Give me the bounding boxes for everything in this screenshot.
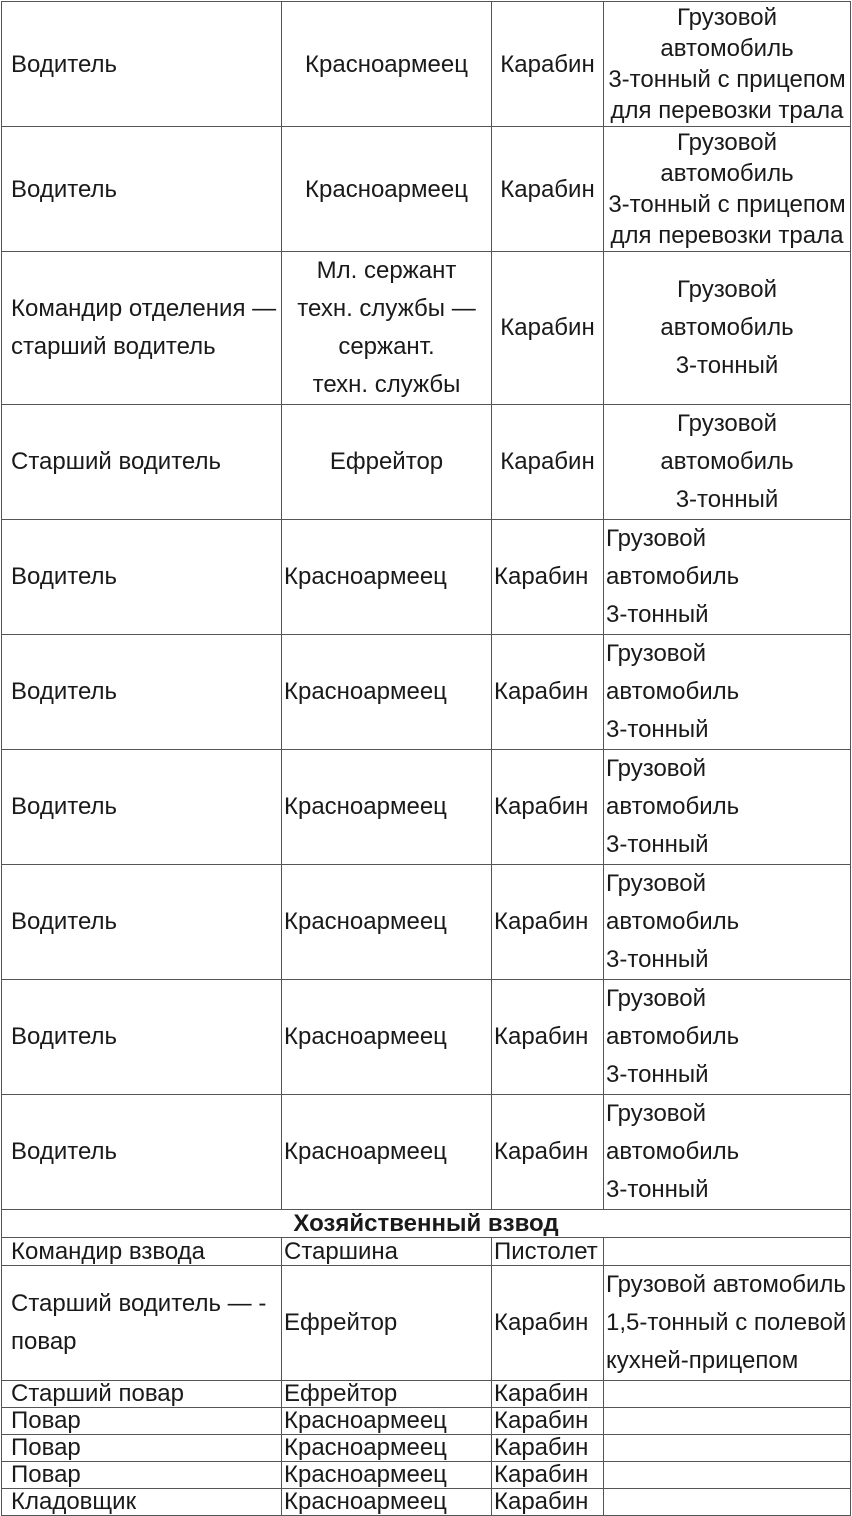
cell-text: Красноармеец [284, 678, 447, 705]
cell-content [2, 1462, 281, 1488]
weapon-cell [492, 405, 604, 520]
weapon-cell [492, 1462, 604, 1489]
rank-cell [282, 1095, 492, 1210]
table-row [2, 750, 851, 865]
cell-content [282, 1018, 491, 1056]
cell-content [2, 1285, 281, 1361]
table-row [2, 1238, 851, 1266]
cell-text: Грузовой автомобиль 3-тонный [606, 640, 740, 743]
table-row [2, 405, 851, 520]
rank-cell [282, 252, 492, 405]
cell-content [282, 1304, 491, 1342]
rank-cell [282, 127, 492, 252]
table-row [2, 2, 851, 127]
table-row [2, 252, 851, 405]
cell-content [604, 980, 850, 1094]
rank-cell [282, 1489, 492, 1516]
cell-text: Ефрейтор [284, 1380, 398, 1407]
vehicle-cell [604, 750, 851, 865]
cell-text: Пистолет [494, 1237, 598, 1265]
cell-content [492, 174, 603, 205]
position-cell [2, 2, 282, 127]
cell-content [282, 788, 491, 826]
vehicle-cell [604, 405, 851, 520]
cell-text: Грузовой автомобиль 3-тонный с прицепом для перевозки трала [608, 129, 846, 249]
cell-content [2, 788, 281, 826]
cell-text: Карабин [494, 1407, 589, 1434]
vehicle-cell [604, 127, 851, 252]
cell-text: Карабин [494, 1309, 589, 1336]
vehicle-cell [604, 1489, 851, 1516]
cell-content [492, 673, 603, 711]
cell-content [492, 1435, 603, 1461]
rank-cell [282, 1462, 492, 1489]
cell-content [2, 49, 281, 80]
vehicle-cell [604, 1095, 851, 1210]
cell-content [492, 1489, 603, 1515]
rank-cell [282, 1266, 492, 1381]
cell-text: Карабин [494, 1023, 589, 1050]
vehicle-cell [604, 865, 851, 980]
position-cell [2, 980, 282, 1095]
rank-cell [282, 1435, 492, 1462]
cell-content [282, 252, 491, 404]
cell-text: Карабин [494, 1138, 589, 1165]
cell-content [282, 558, 491, 596]
cell-text: Красноармеец [284, 1407, 447, 1434]
table-row [2, 1435, 851, 1462]
cell-text: Повар [11, 1407, 81, 1434]
cell-content [492, 443, 603, 481]
cell-content [2, 673, 281, 711]
staff-table [1, 1, 851, 1516]
position-cell [2, 865, 282, 980]
cell-text: Грузовой автомобиль 3-тонный [606, 525, 740, 628]
table-row [2, 1381, 851, 1408]
cell-content [492, 903, 603, 941]
cell-content [604, 1266, 850, 1380]
position-cell [2, 252, 282, 405]
cell-text: Мл. сержант техн. службы — сержант. техн. службы [297, 257, 476, 398]
cell-text: Повар [11, 1461, 81, 1488]
rank-cell [282, 865, 492, 980]
cell-text: Грузовой автомобиль 3-тонный [660, 410, 794, 513]
cell-text: Старший водитель [11, 448, 221, 475]
weapon-cell [492, 1266, 604, 1381]
cell-text: Карабин [500, 314, 595, 341]
cell-content [492, 1304, 603, 1342]
cell-text: Старший водитель — - повар [11, 1290, 267, 1355]
cell-content [282, 673, 491, 711]
vehicle-cell [604, 1238, 851, 1266]
cell-text: Водитель [11, 1138, 118, 1165]
cell-content [492, 1018, 603, 1056]
cell-content [2, 1239, 281, 1265]
cell-text: Карабин [494, 563, 589, 590]
cell-content [604, 271, 850, 385]
cell-text: Карабин [494, 678, 589, 705]
position-cell [2, 127, 282, 252]
cell-content [604, 520, 850, 634]
weapon-cell [492, 635, 604, 750]
vehicle-cell [604, 1381, 851, 1408]
cell-text: Водитель [11, 563, 118, 590]
vehicle-cell [604, 520, 851, 635]
rank-cell [282, 635, 492, 750]
weapon-cell [492, 1095, 604, 1210]
table-row [2, 127, 851, 252]
cell-text: Карабин [494, 1488, 589, 1515]
cell-content [492, 1408, 603, 1434]
cell-content [282, 1133, 491, 1171]
cell-text: Красноармеец [284, 1023, 447, 1050]
cell-text: Старший повар [11, 1380, 185, 1407]
cell-text: Красноармеец [305, 175, 468, 203]
cell-text: Карабин [494, 1434, 589, 1461]
position-cell [2, 1095, 282, 1210]
weapon-cell [492, 750, 604, 865]
vehicle-cell [604, 1462, 851, 1489]
cell-content [2, 290, 281, 366]
cell-content [2, 903, 281, 941]
cell-content [282, 49, 491, 80]
cell-content [492, 49, 603, 80]
position-cell [2, 1462, 282, 1489]
cell-content [604, 865, 850, 979]
cell-text: Водитель [11, 175, 118, 203]
vehicle-cell [604, 2, 851, 127]
cell-text: Карабин [494, 908, 589, 935]
weapon-cell [492, 1489, 604, 1516]
cell-text: Ефрейтор [329, 448, 444, 475]
rank-cell [282, 1408, 492, 1435]
position-cell [2, 520, 282, 635]
cell-content [282, 1408, 491, 1434]
cell-content [604, 405, 850, 519]
cell-content [282, 1489, 491, 1515]
cell-text: Кладовщик [11, 1488, 137, 1515]
cell-content [492, 309, 603, 347]
cell-content [282, 443, 491, 481]
cell-content [2, 1435, 281, 1461]
cell-content [604, 2, 850, 126]
cell-content [282, 174, 491, 205]
section-title: Хозяйственный взвод [2, 1210, 851, 1238]
position-cell [2, 635, 282, 750]
cell-text: Командир отделения — старший водитель [11, 295, 277, 360]
cell-content [604, 635, 850, 749]
cell-text: Водитель [11, 50, 118, 78]
cell-text: Красноармеец [284, 1138, 447, 1165]
cell-text: Красноармеец [305, 50, 468, 78]
cell-text: Командир взвода [11, 1237, 205, 1265]
vehicle-cell [604, 980, 851, 1095]
table-row [2, 635, 851, 750]
weapon-cell [492, 1381, 604, 1408]
rank-cell [282, 520, 492, 635]
rank-cell [282, 750, 492, 865]
cell-text: Карабин [494, 793, 589, 820]
section-header-row [2, 1210, 851, 1238]
position-cell [2, 1489, 282, 1516]
cell-content [492, 558, 603, 596]
cell-text: Грузовой автомобиль 3-тонный [606, 985, 740, 1088]
cell-content [604, 127, 850, 251]
cell-content [492, 1462, 603, 1488]
cell-text: Красноармеец [284, 1434, 447, 1461]
cell-text: Грузовой автомобиль 3-тонный [660, 276, 794, 379]
table-row [2, 1408, 851, 1435]
cell-text: Красноармеец [284, 908, 447, 935]
weapon-cell [492, 252, 604, 405]
cell-text: Водитель [11, 793, 118, 820]
weapon-cell [492, 865, 604, 980]
cell-content [604, 750, 850, 864]
rank-cell [282, 1381, 492, 1408]
cell-content [492, 1133, 603, 1171]
vehicle-cell [604, 252, 851, 405]
position-cell [2, 1435, 282, 1462]
cell-content [282, 1435, 491, 1461]
cell-content [2, 1489, 281, 1515]
cell-text: Грузовой автомобиль 1,5-тонный с полевой кухней-прицепом [606, 1271, 847, 1374]
cell-text: Водитель [11, 678, 118, 705]
vehicle-cell [604, 1408, 851, 1435]
cell-text: Грузовой автомобиль 3-тонный [606, 1100, 740, 1203]
cell-text: Карабин [494, 1380, 589, 1407]
weapon-cell [492, 2, 604, 127]
position-cell [2, 1381, 282, 1408]
table-row [2, 1266, 851, 1381]
cell-content [492, 1381, 603, 1407]
table-row [2, 1489, 851, 1516]
table-row [2, 520, 851, 635]
staff-table-body [2, 2, 851, 1516]
cell-text: Карабин [500, 50, 595, 78]
cell-content [2, 558, 281, 596]
cell-content [282, 1462, 491, 1488]
cell-content [282, 903, 491, 941]
position-cell [2, 1266, 282, 1381]
weapon-cell [492, 1408, 604, 1435]
rank-cell [282, 2, 492, 127]
cell-text: Красноармеец [284, 563, 447, 590]
cell-text: Грузовой автомобиль 3-тонный [606, 755, 740, 858]
position-cell [2, 1408, 282, 1435]
cell-text: Водитель [11, 908, 118, 935]
cell-text: Красноармеец [284, 793, 447, 820]
weapon-cell [492, 980, 604, 1095]
table-row [2, 1095, 851, 1210]
cell-content [604, 1095, 850, 1209]
cell-content [2, 1133, 281, 1171]
weapon-cell [492, 1435, 604, 1462]
cell-text: Водитель [11, 1023, 118, 1050]
cell-content [2, 443, 281, 481]
cell-content [2, 174, 281, 205]
weapon-cell [492, 1238, 604, 1266]
vehicle-cell [604, 635, 851, 750]
position-cell [2, 1238, 282, 1266]
cell-text: Старшина [284, 1237, 399, 1265]
cell-content [2, 1018, 281, 1056]
cell-text: Красноармеец [284, 1461, 447, 1488]
position-cell [2, 750, 282, 865]
cell-text: Карабин [500, 448, 595, 475]
rank-cell [282, 405, 492, 520]
cell-text: Карабин [500, 175, 595, 203]
rank-cell [282, 1238, 492, 1266]
cell-content [2, 1408, 281, 1434]
table-row [2, 865, 851, 980]
rank-cell [282, 980, 492, 1095]
vehicle-cell [604, 1266, 851, 1381]
cell-text: Повар [11, 1434, 81, 1461]
table-row [2, 980, 851, 1095]
weapon-cell [492, 127, 604, 252]
cell-text: Грузовой автомобиль 3-тонный с прицепом для перевозки трала [608, 4, 846, 124]
cell-text: Карабин [494, 1461, 589, 1488]
cell-content [2, 1381, 281, 1407]
cell-content [282, 1239, 491, 1265]
cell-content [492, 788, 603, 826]
cell-content [282, 1381, 491, 1407]
vehicle-cell [604, 1435, 851, 1462]
table-row [2, 1462, 851, 1489]
position-cell [2, 405, 282, 520]
cell-text: Грузовой автомобиль 3-тонный [606, 870, 740, 973]
weapon-cell [492, 520, 604, 635]
cell-text: Ефрейтор [284, 1309, 398, 1336]
cell-content [492, 1239, 603, 1265]
cell-text: Красноармеец [284, 1488, 447, 1515]
